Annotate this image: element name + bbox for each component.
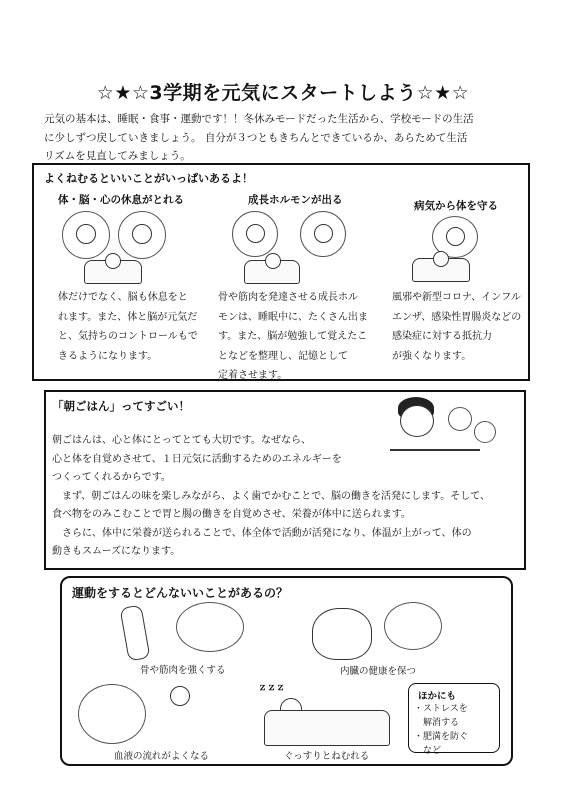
caption-healthy-organs: 内臓の健康を保つ xyxy=(340,666,417,677)
bone-and-muscle-illustration xyxy=(110,598,250,660)
sleep-heading-rest: 体・脳・心の休息がとれる xyxy=(58,194,184,206)
sleeping-child-illustration xyxy=(412,258,470,282)
thought-bubble-illustration xyxy=(232,211,278,257)
intro-line: リズムを見直してみましょう。 xyxy=(44,150,191,162)
other-benefits-title: ほかにも xyxy=(418,691,457,702)
blood-flow-illustration xyxy=(74,680,214,748)
sleep-text-growth: 骨や筋肉を発達させる成長ホル モンは、睡眠中に、たくさん出ま す。また、脳が勉強して覚えたこ となどを整理し、記憶として 定着させます。 xyxy=(218,292,368,381)
sleep-text-immunity: 風邪や新型コロナ、インフル エンザ、感染性胃腸炎などの 感染症に対する抵抗力 が強くなります。 xyxy=(392,292,522,362)
other-benefits-list: ・ストレスを 解消する ・肥満を防ぐ など xyxy=(414,704,469,756)
sleeping-child-illustration xyxy=(84,260,142,284)
caption-sound-sleep: ぐっすりとねむれる xyxy=(284,751,370,762)
internal-organs-illustration xyxy=(298,598,448,662)
breakfast-text: 朝ごはんは、心と体にとってとても大切です。なぜなら、 心と体を自覚めさせて、１日元気に活動するためのエネルギーを つくってくれるからです。 まず、朝ごはんの味を楽しみながら、よく歯でかむことで、脳の働きを活発にします。そして、 食べ物をのみこむことで胃と腸の働きを自覚めさせ、栄養が体中に送られます。 さらに、体中に栄養が送られることで、体全体で活動が活発になり、体温が上がって、体の 動きもスムーズになります。 xyxy=(52,435,490,557)
sleep-heading-growth: 成長ホルモンが出る xyxy=(248,194,343,206)
breakfast-section-title: 「朝ごはん」ってすごい！ xyxy=(52,399,190,413)
sleep-section-title: よくねむるといいことがいっぱいあるよ！ xyxy=(44,172,253,185)
caption-blood-flow: 血液の流れがよくなる xyxy=(114,751,210,762)
thought-bubble-illustration xyxy=(62,211,110,259)
page-title: ☆★☆3学期を元気にスタートしよう☆★☆ xyxy=(96,82,470,104)
intro-line: 元気の基本は、睡眠・食事・運動です！！冬休みモードだった生活から、学校モードの生活 xyxy=(44,113,474,125)
caption-strong-bones: 骨や筋肉を強くする xyxy=(140,665,226,676)
intro-line: に少しずつ戻していきましょう。 自分が３つともきちんとできているか、あらためて生活 xyxy=(44,131,468,144)
intro-text xyxy=(44,110,524,166)
thought-bubble-illustration xyxy=(118,211,166,259)
zzz-text: ｚｚｚ xyxy=(258,683,286,693)
sleep-heading-immunity: 病気から体を守る xyxy=(414,200,498,212)
sleeping-child-illustration xyxy=(244,260,300,284)
thought-bubble-illustration xyxy=(300,211,346,257)
sleeping-soundly-illustration xyxy=(256,680,396,748)
sleep-text-rest: 体だけでなく、脳も休息をと れます。また、体と脳が元気だ と、気持ちのコントロールもで きるようになります。 xyxy=(58,292,198,362)
exercise-section-title: 運動をするとどんないいことがあるの？ xyxy=(72,586,289,600)
